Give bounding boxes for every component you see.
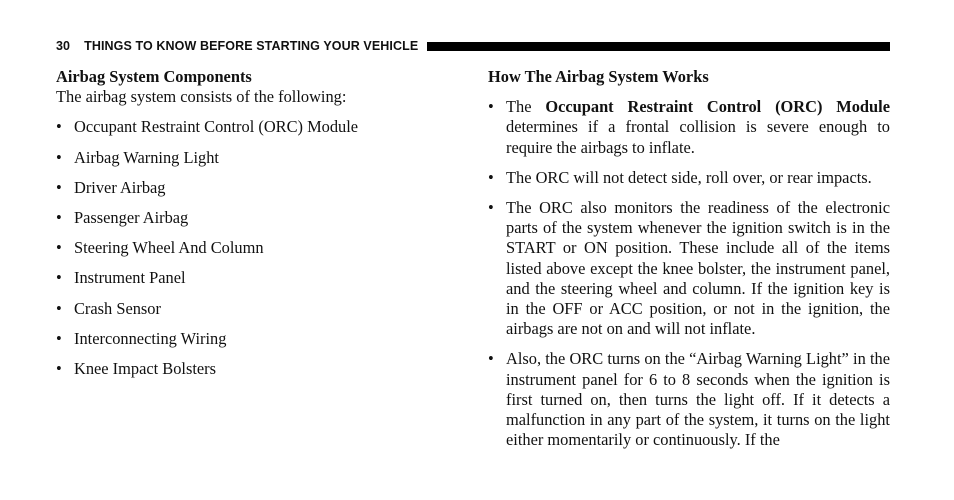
how-it-works-list	[488, 97, 890, 450]
bullet-icon: •	[488, 97, 494, 117]
section-heading-components: Airbag System Components	[56, 67, 252, 86]
list-item-text: Steering Wheel And Column	[74, 238, 264, 258]
list-item-text: Driver Airbag	[74, 177, 166, 197]
components-intro: The airbag system consists of the following:	[56, 87, 347, 107]
list-item	[488, 97, 890, 158]
right-column	[488, 67, 890, 460]
header-rule	[427, 42, 890, 51]
bullet-icon: •	[56, 328, 62, 348]
item-text: Also, the ORC turns on the “Airbag Warning Light” in the instrument panel for 6 to 8 seconds when the ignition is first turned on, then turns the light off. If it detects a malfunction in any part of the system, it turns on the light either momentarily or continuously. If the	[506, 349, 890, 450]
bullet-icon: •	[488, 167, 494, 187]
list-item	[56, 208, 428, 228]
list-item	[56, 268, 428, 288]
bullet-icon: •	[56, 147, 62, 167]
list-item-text: Knee Impact Bolsters	[74, 359, 217, 379]
list-item	[56, 117, 428, 137]
bullet-icon: •	[488, 349, 494, 369]
left-column	[56, 67, 428, 389]
bullet-icon: •	[56, 208, 62, 228]
list-item	[56, 359, 428, 379]
item-prefix: The	[506, 97, 546, 117]
list-item-text: Crash Sensor	[74, 298, 161, 318]
running-title: THINGS TO KNOW BEFORE STARTING YOUR VEHICLE	[84, 39, 419, 53]
bullet-icon: •	[56, 298, 62, 318]
section-heading-how-it-works: How The Airbag System Works	[488, 67, 709, 86]
bullet-icon: •	[56, 117, 62, 137]
bullet-icon: •	[56, 268, 62, 288]
components-list	[56, 117, 428, 379]
bullet-icon: •	[488, 198, 494, 218]
list-item-text: Interconnecting Wiring	[74, 328, 227, 348]
list-item	[56, 148, 428, 168]
list-item-text: Airbag Warning Light	[74, 147, 219, 167]
list-item	[488, 349, 890, 450]
bullet-icon: •	[56, 359, 62, 379]
list-item-text: Occupant Restraint Control (ORC) Module	[74, 117, 359, 137]
page-header	[56, 37, 890, 55]
list-item	[56, 238, 428, 258]
item-text: determines if a frontal collision is severe enough to require the airbags to inflate.	[506, 117, 890, 157]
list-item-text: Instrument Panel	[74, 268, 186, 288]
orc-module-term: Occupant Restraint Control (ORC) Module	[545, 97, 890, 117]
bullet-icon: •	[56, 238, 62, 258]
item-text: The ORC will not detect side, roll over, or rear impacts.	[506, 167, 872, 187]
list-item	[56, 329, 428, 349]
page-number: 30	[56, 39, 71, 53]
bullet-icon: •	[56, 177, 62, 197]
list-item-text: Passenger Airbag	[74, 208, 189, 228]
list-item	[56, 178, 428, 198]
list-item	[488, 198, 890, 339]
list-item	[56, 299, 428, 319]
list-item	[488, 168, 890, 188]
item-text: The ORC also monitors the readiness of the electronic parts of the system whenever the ignition switch is in the START or ON position. These include all of the items listed above except the knee bolster, the instrument panel, and the steering wheel and column. If the ignition key is in the OFF or ACC position, or not in the ignition, the airbags are not on and will not inflate.	[506, 198, 890, 339]
